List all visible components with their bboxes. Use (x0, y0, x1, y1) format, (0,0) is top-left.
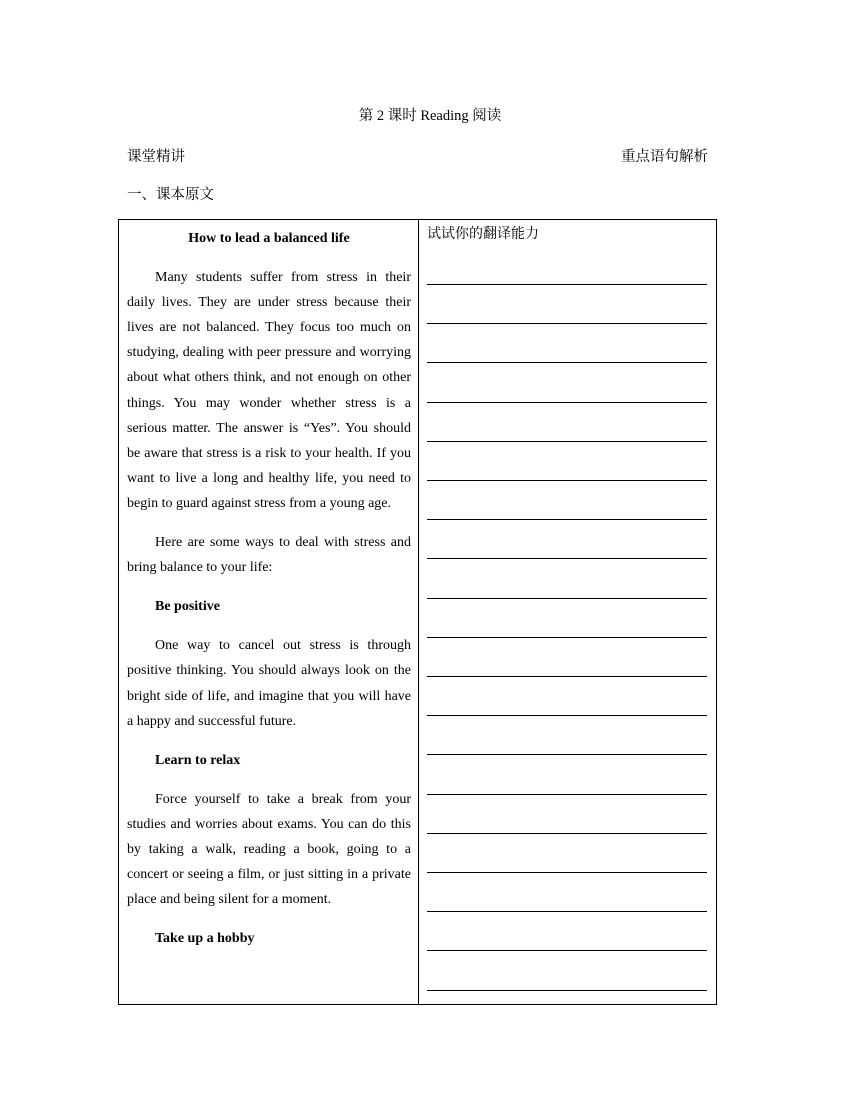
paragraph-1: Many students suffer from stress in their daily lives. They are under stress because their lives are not balanced. They focus too much on studying, dealing with peer pressure and worrying about what others think, and not enough on other things. You may wonder whether stress is a serious matter. The answer is “Yes”. You should be aware that stress is a risk to your health. If you want to live a long and healthy life, you need to begin to guard against stress from a young age. (127, 270, 411, 511)
paragraph-3: One way to cancel out stress is through positive thinking. You should always look on the bright side of life, and imagine that you will have a happy and successful future. (127, 638, 411, 729)
translation-blank-line[interactable] (427, 794, 707, 795)
lesson-label: 课堂精讲 (127, 149, 185, 165)
section-heading: 一、课本原文 (127, 187, 214, 203)
translation-prompt: 试试你的翻译能力 (427, 227, 539, 242)
subheading-take-up-hobby: Take up a hobby (155, 931, 255, 947)
analysis-label: 重点语句解析 (621, 149, 708, 165)
translation-column (427, 226, 707, 243)
translation-blank-line[interactable] (427, 519, 707, 520)
translation-blank-line[interactable] (427, 833, 707, 834)
translation-blank-line[interactable] (427, 754, 707, 755)
column-divider (418, 220, 419, 1004)
subheading-be-positive: Be positive (155, 599, 220, 615)
translation-blank-line[interactable] (427, 637, 707, 638)
translation-blank-line[interactable] (427, 715, 707, 716)
translation-blank-line[interactable] (427, 441, 707, 442)
translation-blank-line[interactable] (427, 950, 707, 951)
text-table (118, 219, 717, 1005)
passage-title: How to lead a balanced life (188, 231, 350, 246)
page-title: 第 2 课时 Reading 阅读 (358, 108, 502, 124)
translation-blank-line[interactable] (427, 676, 707, 677)
translation-blank-line[interactable] (427, 480, 707, 481)
translation-blank-line[interactable] (427, 911, 707, 912)
translation-blank-line[interactable] (427, 990, 707, 991)
translation-blank-line[interactable] (427, 323, 707, 324)
paragraph-4: Force yourself to take a break from your studies and worries about exams. You can do this by taking a walk, reading a book, going to a concert or seeing a film, or just sitting in a private place and being silent for a moment. (127, 791, 411, 908)
translation-blank-line[interactable] (427, 284, 707, 285)
translation-blank-line[interactable] (427, 558, 707, 559)
translation-blank-line[interactable] (427, 598, 707, 599)
translation-blank-line[interactable] (427, 362, 707, 363)
translation-blank-line[interactable] (427, 402, 707, 403)
subheading-learn-to-relax: Learn to relax (155, 752, 241, 768)
passage-column (127, 226, 411, 965)
paragraph-2: Here are some ways to deal with stress and bring balance to your life: (127, 535, 411, 576)
translation-blank-line[interactable] (427, 872, 707, 873)
